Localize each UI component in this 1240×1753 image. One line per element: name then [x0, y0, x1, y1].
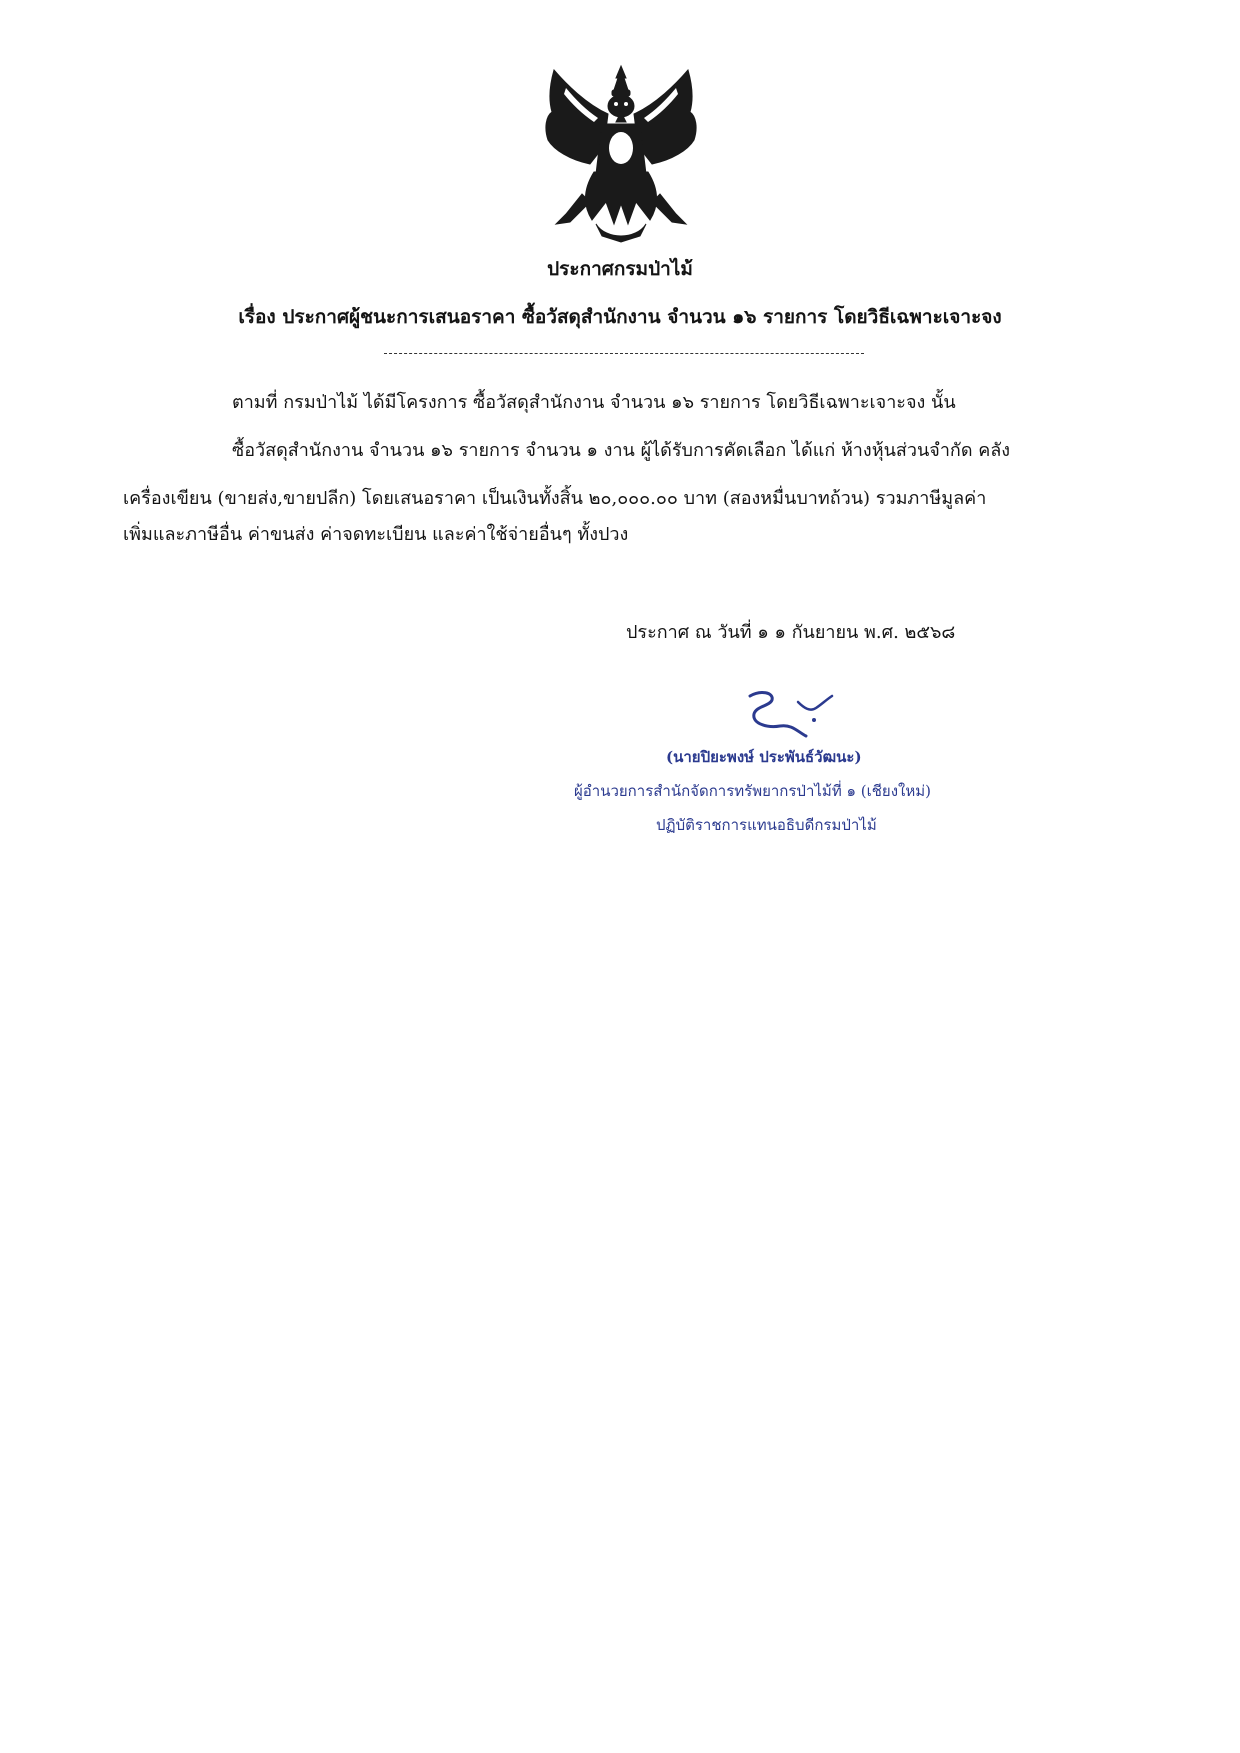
signature-icon	[740, 688, 836, 744]
separator-line	[384, 353, 864, 354]
body-line: ตามที่ กรมป่าไม้ ได้มีโครงการ ซื้อวัสดุสำนักงาน จำนวน ๑๖ รายการ โดยวิธีเฉพาะเจาะจง นั้น	[232, 392, 956, 413]
subject-line: เรื่อง ประกาศผู้ชนะการเสนอราคา ซื้อวัสดุสำนักงาน จำนวน ๑๖ รายการ โดยวิธีเฉพาะเจาะจง	[238, 306, 1002, 328]
body-line: ซื้อวัสดุสำนักงาน จำนวน ๑๖ รายการ จำนวน ๑ งาน ผู้ได้รับการคัดเลือก ได้แก่ ห้างหุ้นส่วนจำกัด คลัง	[232, 440, 1011, 461]
body-line: เครื่องเขียน (ขายส่ง,ขายปลีก) โดยเสนอราคา เป็นเงินทั้งสิ้น ๒๐,๐๐๐.๐๐ บาท (สองหมื่นบาทถ้วน) รวมภาษีมูลค่า	[123, 488, 987, 509]
signatory-name: (นายปิยะพงษ์ ประพันธ์วัฒนะ)	[666, 748, 862, 766]
body-line: เพิ่มและภาษีอื่น ค่าขนส่ง ค่าจดทะเบียน และค่าใช้จ่ายอื่นๆ ทั้งปวง	[123, 524, 629, 545]
signatory-acting: ปฏิบัติราชการแทนอธิบดีกรมป่าไม้	[656, 816, 877, 834]
signatory-position: ผู้อำนวยการสำนักจัดการทรัพยากรป่าไม้ที่ ๑ (เชียงใหม่)	[574, 782, 931, 800]
garuda-emblem-icon	[536, 64, 706, 244]
agency-title: ประกาศกรมป่าไม้	[547, 258, 693, 280]
announcement-date: ประกาศ ณ วันที่ ๑ ๑ กันยายน พ.ศ. ๒๕๖๘	[626, 622, 956, 643]
